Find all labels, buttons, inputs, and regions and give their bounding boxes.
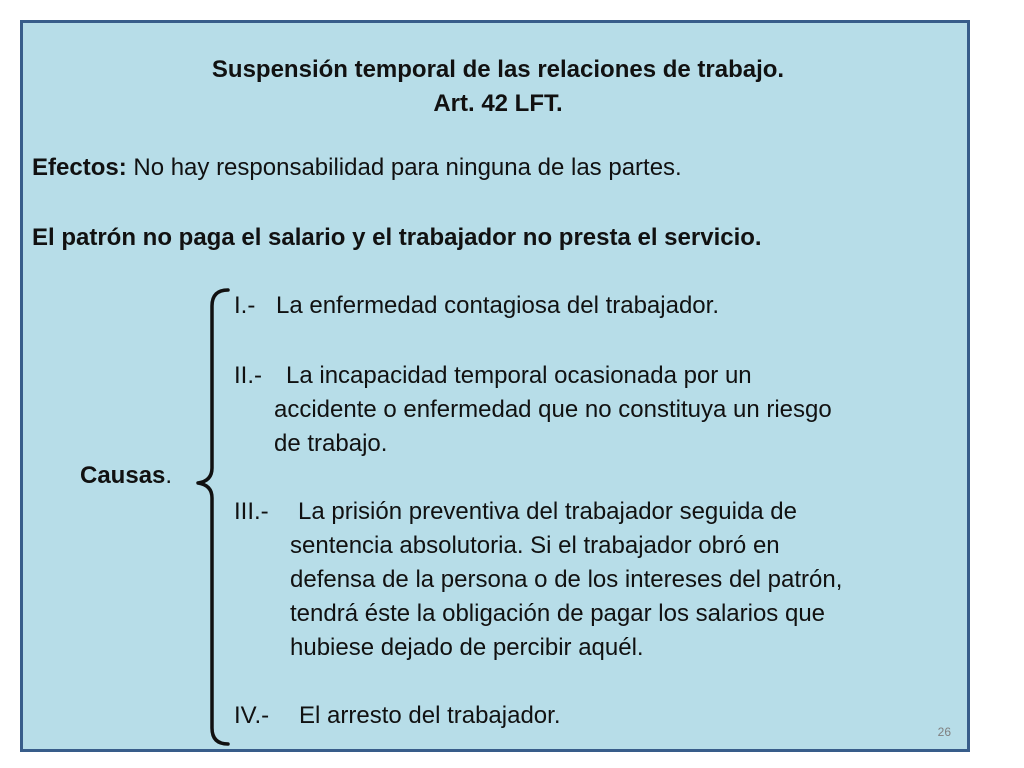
statement: El patrón no paga el salario y el trabajador no presta el servicio. bbox=[32, 224, 762, 251]
causas-dot: . bbox=[165, 462, 173, 489]
cause-2-line-3: de trabajo. bbox=[274, 430, 388, 457]
causas-label: Causas bbox=[80, 462, 166, 489]
cause-2-line-2: accidente o enfermedad que no constituya un riesgo bbox=[274, 396, 832, 423]
title-line-2: Art. 42 LFT. bbox=[433, 90, 563, 117]
cause-3-number: III.- bbox=[234, 498, 269, 525]
content-panel bbox=[20, 20, 970, 752]
causas-heading bbox=[80, 459, 172, 493]
title-line-1: Suspensión temporal de las relaciones de trabajo. bbox=[211, 56, 785, 83]
cause-3-line-3: defensa de la persona o de los intereses del patrón, bbox=[290, 566, 843, 593]
cause-3-line-5: hubiese dejado de percibir aquél. bbox=[290, 634, 644, 661]
cause-2-number: II.- bbox=[234, 362, 262, 389]
cause-3-line-1: La prisión preventiva del trabajador seguida de bbox=[298, 498, 797, 525]
cause-4-line-1: El arresto del trabajador. bbox=[299, 702, 561, 729]
cause-3-line-4: tendrá éste la obligación de pagar los salarios que bbox=[290, 600, 826, 627]
cause-4-number: IV.- bbox=[234, 702, 270, 729]
cause-1-line-1: La enfermedad contagiosa del trabajador. bbox=[276, 292, 719, 319]
cause-3-line-2: sentencia absolutoria. Si el trabajador obró en bbox=[290, 532, 780, 559]
efectos-text: No hay responsabilidad para ninguna de las partes. bbox=[126, 154, 682, 181]
page-number: 26 bbox=[937, 725, 951, 739]
efectos-label: Efectos: bbox=[32, 154, 127, 181]
cause-1-number: I.- bbox=[234, 292, 256, 319]
cause-2-line-1: La incapacidad temporal ocasionada por un bbox=[286, 362, 752, 389]
efectos-paragraph bbox=[32, 151, 682, 185]
